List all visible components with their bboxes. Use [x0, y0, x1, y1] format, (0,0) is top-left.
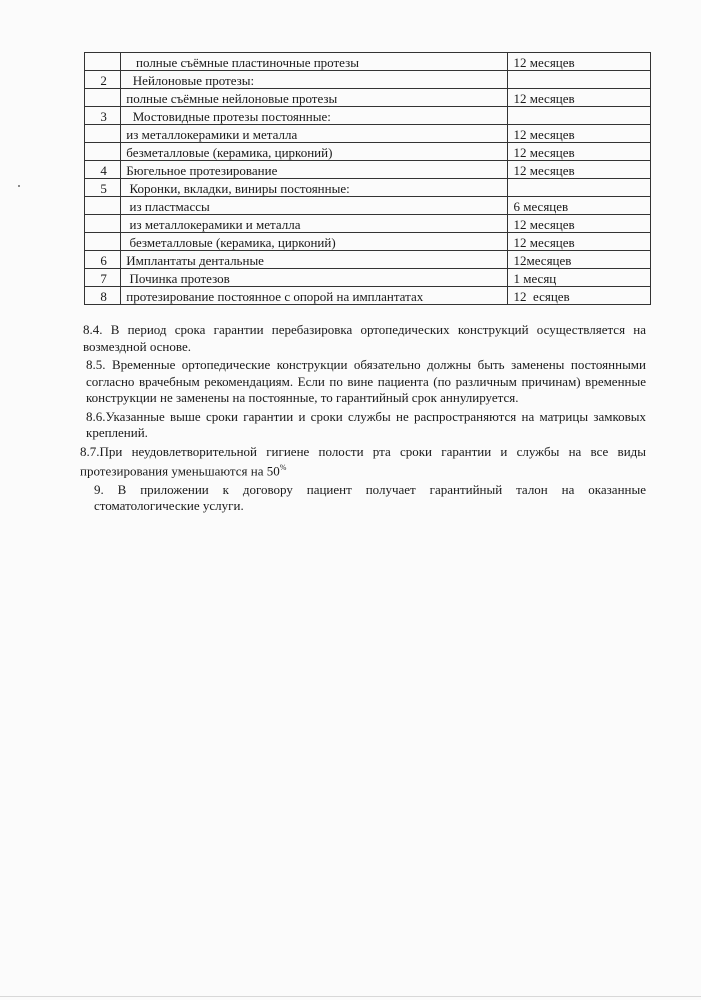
table-row — [85, 287, 651, 305]
row-item-name: безметалловые (керамика, цирконий) — [121, 143, 508, 161]
note-8-5: 8.5. Временные ортопедические конструкции обязательно должны быть заменены постоянными согласно врачебным рекомендациям. Если по вине пациента (по различным причинам) временные конструкции не заменены на постоянные, то гарантийный срок аннулируется. — [86, 357, 646, 405]
row-item-name: Мостовидные протезы постоянные: — [121, 107, 508, 125]
row-item-name: протезирование постоянное с опорой на имплантатах — [121, 287, 508, 305]
row-item-name: безметалловые (керамика, цирконий) — [121, 233, 508, 251]
row-warranty-term: 1 месяц — [508, 269, 651, 287]
row-warranty-term: 12 месяцев — [508, 215, 651, 233]
row-number: 4 — [85, 161, 121, 179]
table-row — [85, 161, 651, 179]
note-8-7-percent: % — [279, 463, 287, 472]
row-number — [85, 89, 121, 107]
table-row — [85, 89, 651, 107]
note-8-4: 8.4. В период срока гарантии перебазировка ортопедических конструкций осуществляется на возмездной основе. — [83, 322, 646, 354]
row-number — [85, 125, 121, 143]
row-number: 7 — [85, 269, 121, 287]
row-item-name: Бюгельное протезирование — [121, 161, 508, 179]
row-warranty-term — [508, 71, 651, 89]
row-warranty-term: 12 месяцев — [508, 161, 651, 179]
row-warranty-term: 12 месяцев — [508, 125, 651, 143]
note-9: 9. В приложении к договору пациент получает гарантийный талон на оказанные стоматологические услуги. — [94, 481, 646, 514]
row-number — [85, 215, 121, 233]
scan-speck — [18, 185, 20, 187]
row-number — [85, 143, 121, 161]
row-warranty-term: 12 есяцев — [508, 287, 651, 305]
row-warranty-term: 12 месяцев — [508, 143, 651, 161]
table-row — [85, 251, 651, 269]
note-8-7 — [80, 444, 646, 480]
row-number: 5 — [85, 179, 121, 197]
row-warranty-term: 12 месяцев — [508, 233, 651, 251]
row-warranty-term — [508, 179, 651, 197]
note-8-7-text: 8.7.При неудовлетворительной гигиене полости рта сроки гарантии и службы на все виды протезирования уменьшаются на 50 — [80, 443, 646, 479]
table-row — [85, 143, 651, 161]
table-row — [85, 107, 651, 125]
table-row — [85, 53, 651, 71]
row-item-name: из металлокерамики и металла — [121, 125, 508, 143]
row-number: 2 — [85, 71, 121, 89]
table-row — [85, 215, 651, 233]
table-row — [85, 179, 651, 197]
row-number: 3 — [85, 107, 121, 125]
row-item-name: Коронки, вкладки, виниры постоянные: — [121, 179, 508, 197]
row-number: 6 — [85, 251, 121, 269]
table-row — [85, 197, 651, 215]
note-8-6: 8.6.Указанные выше сроки гарантии и сроки службы не распространяются на матрицы замковых креплений. — [86, 408, 646, 440]
row-item-name: полные съёмные нейлоновые протезы — [121, 89, 508, 107]
row-number: 8 — [85, 287, 121, 305]
row-warranty-term: 12 месяцев — [508, 89, 651, 107]
table-row — [85, 233, 651, 251]
row-number — [85, 233, 121, 251]
table-row — [85, 125, 651, 143]
row-warranty-term: 6 месяцев — [508, 197, 651, 215]
row-warranty-term: 12 месяцев — [508, 53, 651, 71]
row-item-name: из металлокерамики и металла — [121, 215, 508, 233]
row-warranty-term: 12месяцев — [508, 251, 651, 269]
table-row — [85, 71, 651, 89]
page-edge-line — [0, 996, 701, 997]
row-item-name: Починка протезов — [121, 269, 508, 287]
warranty-terms-table — [84, 52, 651, 305]
row-item-name: полные съёмные пластиночные протезы — [121, 53, 508, 71]
row-warranty-term — [508, 107, 651, 125]
warranty-notes — [80, 322, 646, 517]
row-item-name: Имплантаты дентальные — [121, 251, 508, 269]
row-item-name: Нейлоновые протезы: — [121, 71, 508, 89]
row-item-name: из пластмассы — [121, 197, 508, 215]
row-number — [85, 53, 121, 71]
table-row — [85, 269, 651, 287]
row-number — [85, 197, 121, 215]
